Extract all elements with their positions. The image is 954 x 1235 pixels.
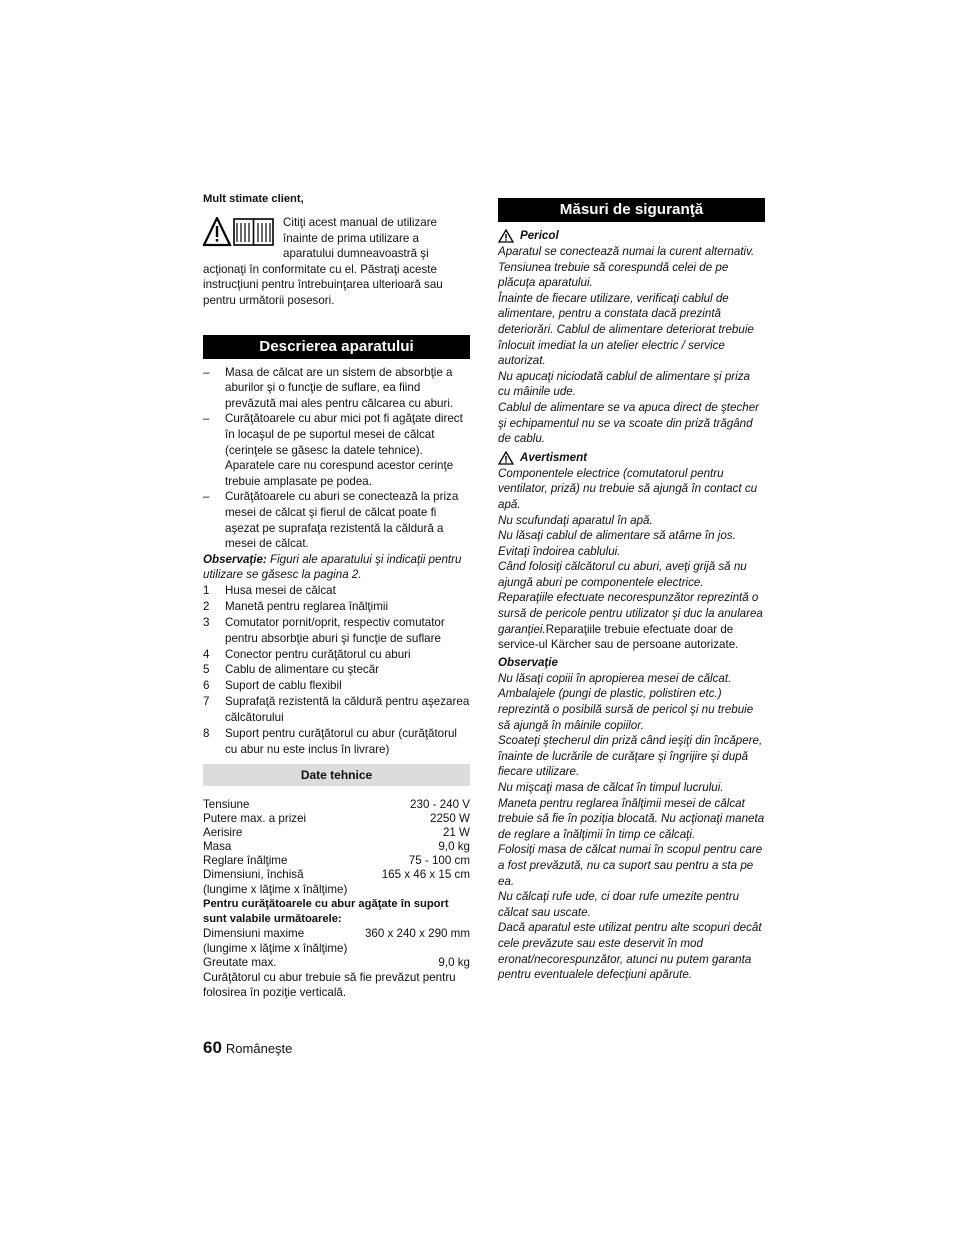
- warning-icon: [498, 229, 514, 243]
- observation-text: Scoateţi ştecherul din priză când ieşiţi din încăpere, înainte de lucrările de curăţare şi îngrijire şi după fiecare utilizare.: [498, 734, 763, 779]
- spec-row: Tensiune 230 - 240 V: [203, 797, 470, 811]
- list-item: 3 Comutator pornit/oprit, respectiv comutator pentru absorbţie aburi şi funcţie de suflare: [203, 615, 445, 645]
- warning-manual-icon: [203, 217, 275, 247]
- language-label: Româneşte: [225, 1041, 293, 1056]
- danger-text: Nu apucaţi niciodată cablul de alimentare şi priza cu mâinile ude.: [498, 369, 750, 399]
- spec-table: [203, 798, 470, 1000]
- vertical-note: Curăţătorul cu abur trebuie să fie prevăzut pentru folosirea în poziţie verticală.: [203, 970, 456, 999]
- observation-text: Nu mişcaţi masa de călcat în timpul lucrului.: [498, 781, 724, 794]
- observation-note: Observaţie: Figuri ale aparatului şi indicaţii pentru utilizare se găsesc la pagina 2.: [203, 552, 462, 582]
- observation-text: Dacă aparatul este utilizat pentru alte scopuri decât cele prevăzute sau este deservit în mod eronat/necorespunzător, atunci nu putem garanta pentru eventualele defecţiuni apărute.: [498, 921, 762, 982]
- list-item: 8 Suport pentru curăţătorul cu abur (curăţătorul cu abur nu este inclus în livrare): [203, 727, 457, 756]
- spec-row: Greutate max. 9,0 kg: [203, 955, 470, 969]
- dims-note: (lungime x lăţime x înălţime): [203, 941, 348, 955]
- list-item: 4 Conector pentru curăţătorul cu aburi: [203, 647, 411, 661]
- dash-list: [203, 365, 470, 552]
- section-title-safety: Măsuri de siguranţă: [498, 198, 765, 222]
- warning-text: Când folosiţi călcătorul cu aburi, aveţi grijă să nu ajungă aburi pe componentele electrice.: [498, 560, 747, 589]
- page-number: 60: [203, 1038, 222, 1057]
- warning-text: Nu lăsaţi cablul de alimentare să atârne în jos. Evitaţi îndoirea cablului.: [498, 529, 736, 558]
- greeting: Mult stimate client,: [203, 193, 304, 205]
- intro-text: Citiţi acest manual de utilizare înainte de prima utilizare a aparatului dumneavoastră şi acţionaţi în conformitate cu el. Păstraţi aceste instrucţiuni pentru întrebuinţarea ulterioară sau pentru următorii posesori.: [203, 216, 443, 307]
- observation-text: Maneta pentru reglarea înălţimii mesei de călcat trebuie să fie în poziţia blocată. Nu acţionaţi maneta de reglare a înălţimii în timp ce călcaţi.: [498, 796, 765, 841]
- danger-text: Înainte de fiecare utilizare, verificaţi cablul de alimentare, pentru a constata dacă prezintă deteriorări. Cablul de alimentare deteriorat trebuie înlocuit imediat la un atelier electric / service autorizat.: [498, 291, 754, 368]
- observation-text: Ambalajele (pungi de plastic, polistiren etc.) reprezintă o posibilă sursă de pericol şi nu trebuie să ajungă în mâinile copiilor.: [498, 687, 754, 732]
- list-item: 5 Cablu de alimentare cu ştecăr: [203, 663, 380, 677]
- list-item: 6 Suport de cablu flexibil: [203, 679, 342, 693]
- spec-row: Dimensiuni, închisă 165 x 46 x 15 cm: [203, 867, 470, 881]
- right-column: [498, 198, 765, 983]
- spec-row: Putere max. a prizei 2250 W: [203, 811, 470, 825]
- section-title-description: Descrierea aparatului: [203, 335, 470, 359]
- danger-heading: Pericol: [498, 228, 765, 244]
- spec-row: Masa 9,0 kg: [203, 839, 470, 853]
- observation-heading: Observaţie: [498, 655, 558, 669]
- warning-heading: Avertisment: [498, 450, 765, 466]
- observation-text: Nu călcaţi rufe ude, ci doar rufe umezite pentru călcat sau uscate.: [498, 890, 740, 919]
- list-item: – Masa de călcat are un sistem de absorbţie a aburilor şi o funcţie de suflare, ea fiind prevăzută mai ales pentru călcarea cu aburi.: [203, 365, 454, 410]
- danger-text: Aparatul se conectează numai la curent alternativ. Tensiunea trebuie să corespundă celei de pe plăcuţa aparatului.: [498, 245, 755, 290]
- spec-row: Dimensiuni maxime 360 x 240 x 290 mm: [203, 926, 470, 940]
- warning-text: Componentele electrice (comutatorul pentru ventilator, priză) nu trebuie să ajungă în contact cu apă.: [498, 466, 758, 511]
- list-item: 2 Manetă pentru reglarea înălţimii: [203, 599, 389, 613]
- numbered-list: [203, 583, 470, 758]
- list-item: – Curăţătoarele cu abur mici pot fi agăţate direct în locaşul de pe suportul mesei de călcat (cerinţele se găsesc la datele tehnice). Aparatele care nu corespund acestor cerinţe trebuie amplasate pe podea.: [203, 412, 463, 488]
- repair-text: Reparaţiile efectuate necorespunzător reprezintă o sursă de pericole pentru utilizator şi duc la anularea garanţiei.Reparaţiile trebuie efectuate doar de service-ul Kärcher sau de persoane autorizate.: [498, 591, 763, 652]
- danger-text: Cablul de alimentare se va apuca direct de ştecher şi echipamentul nu se va scoate din priză trăgând de cablu.: [498, 400, 760, 446]
- list-item: 1 Husa mesei de călcat: [203, 583, 336, 597]
- list-item: 7 Suprafaţă rezistentă la căldură pentru aşezarea călcătorului: [203, 695, 470, 725]
- list-item: – Curăţătoarele cu aburi se conectează la priza mesei de călcat şi fierul de călcat poate fi aşezat pe suprafaţa rezistentă la căldură a mesei de călcat.: [203, 490, 459, 551]
- spec-row: Aerisire 21 W: [203, 825, 470, 839]
- tech-data-title: Date tehnice: [203, 764, 470, 786]
- left-column: [203, 192, 470, 1000]
- page-footer: [203, 1038, 292, 1058]
- hanging-note: Pentru curăţătoarele cu abur agăţate în suport sunt valabile următoarele:: [203, 897, 449, 925]
- warning-icon: [498, 451, 514, 465]
- warning-text: Nu scufundaţi aparatul în apă.: [498, 513, 653, 527]
- dims-note: (lungime x lăţime x înălţime): [203, 882, 348, 896]
- observation-text: Folosiţi masa de călcat numai în scopul pentru care a fost prevăzută, nu ca suport sau pentru a sta pe ea.: [498, 843, 763, 888]
- spec-row: Reglare înălţime 75 - 100 cm: [203, 853, 470, 867]
- observation-text: Nu lăsaţi copiii în apropierea mesei de călcat.: [498, 671, 732, 685]
